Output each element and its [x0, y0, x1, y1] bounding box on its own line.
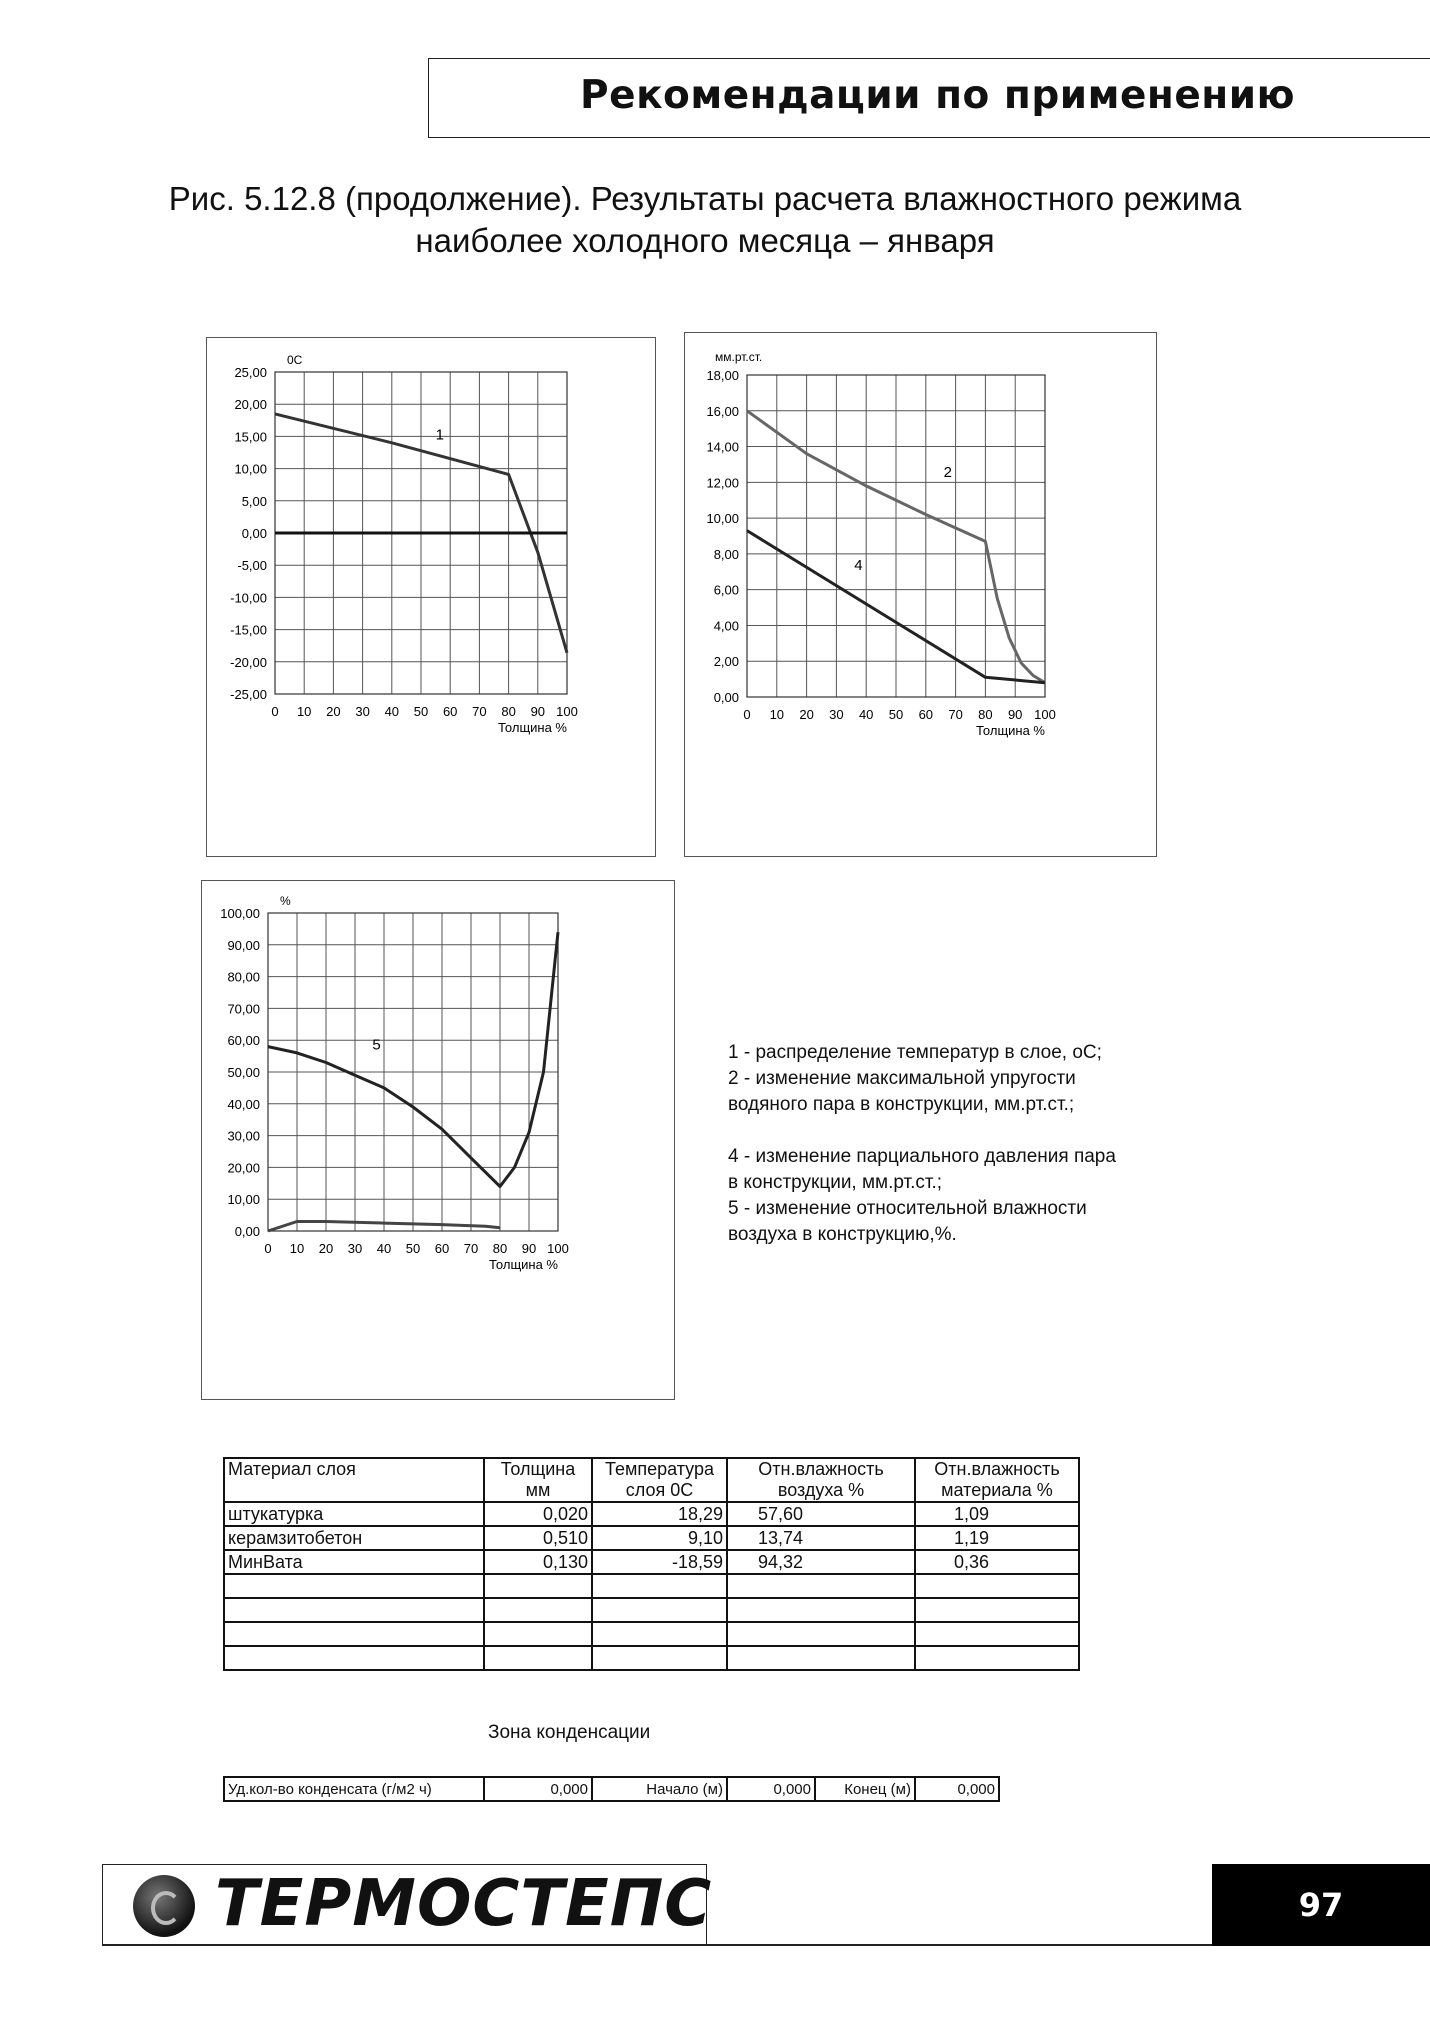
x-tick-label: 40	[384, 704, 400, 719]
y-tick-label: 18,00	[706, 368, 739, 383]
x-tick-label: 60	[442, 704, 458, 719]
header-temperature: Температура слоя 0С	[592, 1458, 727, 1502]
y-axis-label: 0С	[287, 353, 303, 367]
page-title: Рекомендации по применению	[580, 73, 1295, 118]
y-tick-label: 0,00	[234, 1224, 260, 1239]
footer-divider	[102, 1944, 1212, 1946]
y-tick-label: 15,00	[234, 429, 267, 445]
condensate-amount-label: Уд.кол-во конденсата (г/м2 ч)	[224, 1777, 484, 1801]
temperature-chart	[207, 338, 654, 855]
y-tick-label: 0,00	[241, 526, 267, 541]
table-cell	[592, 1574, 727, 1598]
y-tick-label: 80,00	[227, 969, 260, 985]
series-label: 4	[854, 556, 863, 574]
series-label: 1	[435, 426, 444, 444]
page-number: 97	[1212, 1864, 1430, 1946]
table-cell	[592, 1646, 727, 1670]
x-tick-label: 80	[978, 707, 993, 722]
table-cell	[484, 1598, 592, 1622]
header-material-humidity: Отн.влажность материала %	[915, 1458, 1079, 1502]
x-tick-label: 70	[472, 704, 487, 719]
vapor-pressure-chart	[685, 333, 1155, 855]
y-tick-label: -20,00	[230, 654, 267, 670]
y-tick-label: -10,00	[230, 590, 267, 606]
header-thickness: Толщина мм	[484, 1458, 592, 1502]
header-material: Материал слоя	[224, 1458, 484, 1502]
condensate-amount-value: 0,000	[484, 1777, 592, 1801]
y-tick-label: 2,00	[713, 654, 739, 670]
table-cell	[727, 1598, 915, 1622]
table-row	[224, 1574, 1079, 1598]
table-cell	[224, 1574, 484, 1598]
brand-logo	[102, 1864, 713, 1946]
y-tick-label: 20,00	[227, 1160, 260, 1176]
table-cell	[224, 1598, 484, 1622]
table-cell: -18,59	[592, 1550, 727, 1574]
table-cell	[484, 1574, 592, 1598]
y-tick-label: 40,00	[227, 1096, 260, 1112]
x-tick-label: 10	[289, 1241, 305, 1256]
x-tick-label: 50	[888, 707, 904, 722]
x-tick-label: 100	[547, 1241, 569, 1256]
legend-item-1: 1 - распределение температур в слое, оС;	[728, 1042, 1102, 1063]
x-tick-label: 0	[264, 1241, 272, 1256]
series-label: 5	[372, 1036, 381, 1054]
x-axis-label: Толщина %	[489, 1257, 558, 1272]
table-row	[224, 1598, 1079, 1622]
x-tick-label: 30	[829, 707, 844, 722]
condensation-end-label: Конец (м)	[815, 1777, 915, 1801]
table-cell	[915, 1622, 1079, 1646]
y-tick-label: 30,00	[227, 1128, 260, 1144]
x-tick-label: 30	[355, 704, 370, 719]
y-tick-label: 100,00	[220, 906, 260, 921]
table-cell: 13,74	[727, 1526, 915, 1550]
table-cell: 9,10	[592, 1526, 727, 1550]
x-tick-label: 100	[1034, 707, 1056, 722]
table-row	[224, 1550, 1079, 1574]
humidity-chart	[202, 881, 673, 1398]
legend-item-2-line-1: 2 - изменение максимальной упругости	[728, 1068, 1076, 1089]
condensation-zone-title: Зона конденсации	[488, 1722, 651, 1743]
table-row	[224, 1526, 1079, 1550]
brand-name: ТЕРМОСТЕПС	[215, 1867, 713, 1941]
table-row	[224, 1502, 1079, 1526]
table-row	[224, 1622, 1079, 1646]
y-tick-label: 25,00	[234, 365, 267, 380]
condensation-row	[224, 1777, 999, 1801]
y-tick-label: 10,00	[706, 511, 739, 527]
x-tick-label: 40	[858, 707, 874, 722]
table-cell: 0,130	[484, 1550, 592, 1574]
legend-item-4-line-2: в конструкции, мм.рт.ст.;	[728, 1172, 943, 1193]
table-cell	[484, 1646, 592, 1670]
y-tick-label: -15,00	[230, 622, 267, 638]
table-cell	[224, 1646, 484, 1670]
table-cell	[592, 1622, 727, 1646]
x-tick-label: 30	[347, 1241, 363, 1256]
y-tick-label: 50,00	[227, 1065, 260, 1080]
y-tick-label: 6,00	[713, 582, 739, 598]
x-tick-label: 90	[521, 1241, 537, 1256]
condensation-table	[223, 1776, 1000, 1802]
table-row	[224, 1646, 1079, 1670]
y-tick-label: 10,00	[234, 461, 267, 477]
condensation-start-label: Начало (м)	[592, 1777, 727, 1801]
x-tick-label: 0	[743, 707, 751, 722]
table-cell	[224, 1622, 484, 1646]
x-tick-label: 20	[318, 1241, 334, 1256]
x-tick-label: 80	[501, 704, 516, 719]
vapor-pressure-chart-panel	[684, 332, 1157, 857]
table-cell: штукатурка	[224, 1502, 484, 1526]
humidity-chart-panel	[201, 880, 675, 1400]
caption-line-2: наиболее холодного месяца – января	[415, 222, 995, 259]
table-cell	[727, 1646, 915, 1670]
table-cell	[484, 1622, 592, 1646]
table-cell	[915, 1598, 1079, 1622]
x-tick-label: 100	[556, 704, 578, 719]
y-tick-label: 5,00	[241, 493, 267, 509]
table-cell: 0,510	[484, 1526, 592, 1550]
temperature-chart-panel	[206, 337, 656, 857]
legend-item-4-line-1: 4 - изменение парциального давления пара	[728, 1146, 1116, 1167]
table-cell: 0,36	[915, 1550, 1079, 1574]
y-tick-label: 10,00	[227, 1192, 260, 1208]
y-tick-label: 4,00	[713, 618, 739, 634]
figure-caption	[120, 178, 1290, 262]
x-tick-label: 0	[271, 704, 279, 719]
x-tick-label: 10	[769, 707, 785, 722]
y-tick-label: 0,00	[713, 690, 739, 705]
y-tick-label: 16,00	[706, 403, 739, 419]
x-tick-label: 40	[376, 1241, 392, 1256]
y-axis-label: мм.рт.ст.	[715, 350, 763, 364]
table-cell: 1,09	[915, 1502, 1079, 1526]
y-tick-label: 70,00	[227, 1001, 260, 1017]
y-tick-label: 60,00	[227, 1033, 260, 1049]
y-tick-label: 90,00	[227, 937, 260, 953]
x-tick-label: 70	[948, 707, 963, 722]
x-tick-label: 20	[326, 704, 341, 719]
y-tick-label: 14,00	[706, 439, 739, 455]
legend-item-5-line-1: 5 - изменение относительной влажности	[728, 1198, 1087, 1219]
layers-table	[223, 1457, 1080, 1671]
x-tick-label: 90	[530, 704, 546, 719]
table-cell	[592, 1598, 727, 1622]
x-axis-label: Толщина %	[976, 723, 1045, 738]
x-tick-label: 80	[492, 1241, 508, 1256]
chart-legend	[728, 1040, 1208, 1248]
table-cell: керамзитобетон	[224, 1526, 484, 1550]
table-cell: 57,60	[727, 1502, 915, 1526]
table-cell	[727, 1622, 915, 1646]
table-cell: 1,19	[915, 1526, 1079, 1550]
table-cell	[727, 1574, 915, 1598]
table-cell: 94,32	[727, 1550, 915, 1574]
x-axis-label: Толщина %	[498, 720, 567, 735]
x-tick-label: 50	[413, 704, 429, 719]
header-banner	[428, 58, 1430, 138]
table-header-row	[224, 1458, 1079, 1502]
table-cell: МинВата	[224, 1550, 484, 1574]
x-tick-label: 50	[405, 1241, 421, 1256]
x-tick-label: 60	[434, 1241, 450, 1256]
table-cell: 0,020	[484, 1502, 592, 1526]
legend-item-5-line-2: воздуха в конструкцию,%.	[728, 1224, 957, 1245]
y-tick-label: 20,00	[234, 397, 267, 413]
logo-emblem-icon	[133, 1875, 195, 1937]
series-label: 2	[943, 463, 953, 481]
caption-line-1: Рис. 5.12.8 (продолжение). Результаты расчета влажностного режима	[168, 180, 1242, 217]
y-tick-label: -25,00	[230, 687, 267, 702]
table-cell	[915, 1646, 1079, 1670]
x-tick-label: 70	[463, 1241, 479, 1256]
legend-item-2-line-2: водяного пара в конструкции, мм.рт.ст.;	[728, 1094, 1075, 1115]
x-tick-label: 20	[799, 707, 814, 722]
y-tick-label: 8,00	[713, 546, 739, 562]
x-tick-label: 10	[296, 704, 312, 719]
condensation-start-value: 0,000	[727, 1777, 815, 1801]
header-air-humidity: Отн.влажность воздуха %	[727, 1458, 915, 1502]
y-tick-label: 12,00	[706, 475, 739, 491]
table-cell: 18,29	[592, 1502, 727, 1526]
condensation-end-value: 0,000	[915, 1777, 999, 1801]
x-tick-label: 90	[1007, 707, 1023, 722]
y-tick-label: -5,00	[237, 558, 267, 574]
y-axis-label: %	[280, 894, 291, 908]
table-cell	[915, 1574, 1079, 1598]
x-tick-label: 60	[918, 707, 934, 722]
